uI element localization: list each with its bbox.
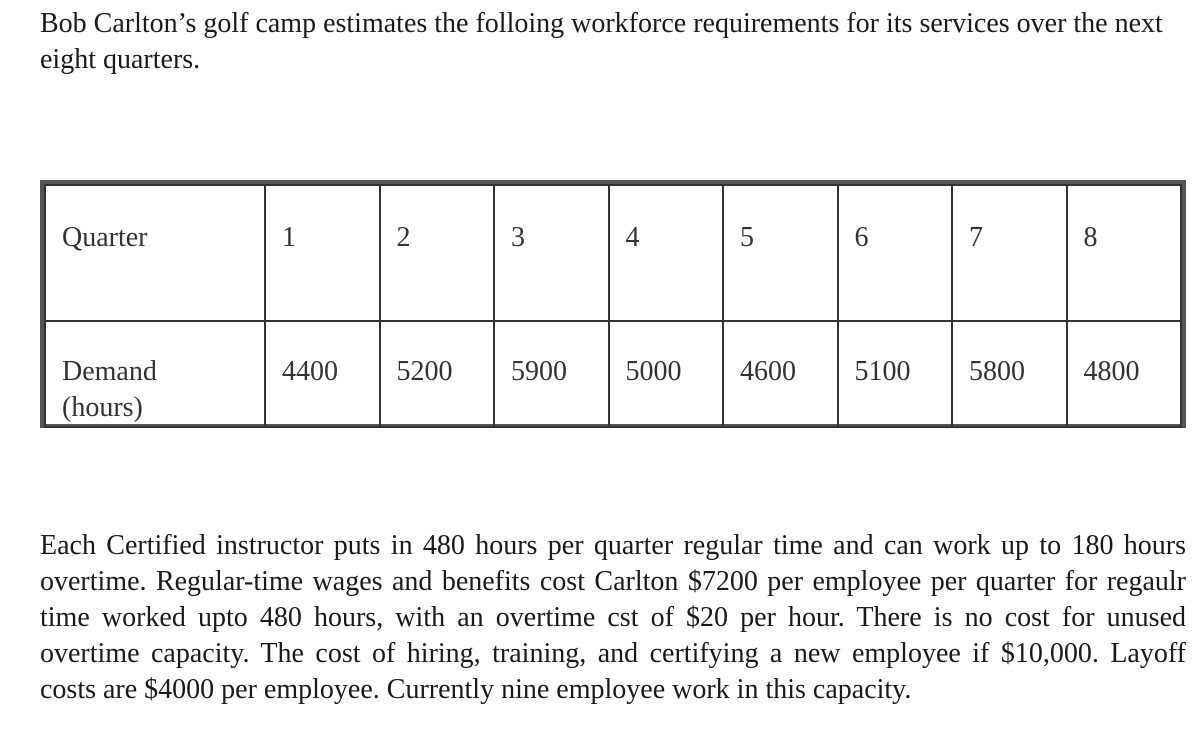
- quarter-cell: 8: [1067, 185, 1182, 321]
- demand-cell: 5900: [494, 321, 609, 427]
- demand-cell: 5200: [380, 321, 495, 427]
- workforce-table: [40, 180, 1186, 428]
- quarter-row: [45, 185, 1181, 321]
- demand-label: [45, 321, 265, 427]
- quarter-cell: 4: [609, 185, 724, 321]
- problem-details: Each Certified instructor puts in 480 hours per quarter regular time and can work up to 180 hours overtime. Regular-time wages and benefits cost Carlton $7200 per employee per quarter for regaulr time worked upto 480 hours, with an overtime cst of $20 per hour. There is no cost for unused overtime capacity. The cost of hiring, training, and certifying a new employee if $10,000. Layoff costs are $4000 per employee. Currently nine employee work in this capacity.: [40, 530, 1186, 705]
- problem-intro: Bob Carlton’s golf camp estimates the folloing workforce requirements for its services over the next eight quarters.: [40, 8, 1163, 75]
- demand-cell: 4600: [723, 321, 838, 427]
- demand-label-line1: Demand: [62, 356, 157, 387]
- quarter-cell: 2: [380, 185, 495, 321]
- demand-cell: 5800: [952, 321, 1067, 427]
- demand-cell: 5000: [609, 321, 724, 427]
- quarter-cell: 7: [952, 185, 1067, 321]
- demand-cell: 4400: [265, 321, 380, 427]
- quarter-label: Quarter: [45, 185, 265, 321]
- demand-label-line2: (hours): [62, 392, 143, 423]
- quarter-cell: 6: [838, 185, 953, 321]
- quarter-cell: 3: [494, 185, 609, 321]
- demand-row: [45, 321, 1181, 427]
- demand-cell: 4800: [1067, 321, 1182, 427]
- quarter-cell: 5: [723, 185, 838, 321]
- quarter-cell: 1: [265, 185, 380, 321]
- demand-cell: 5100: [838, 321, 953, 427]
